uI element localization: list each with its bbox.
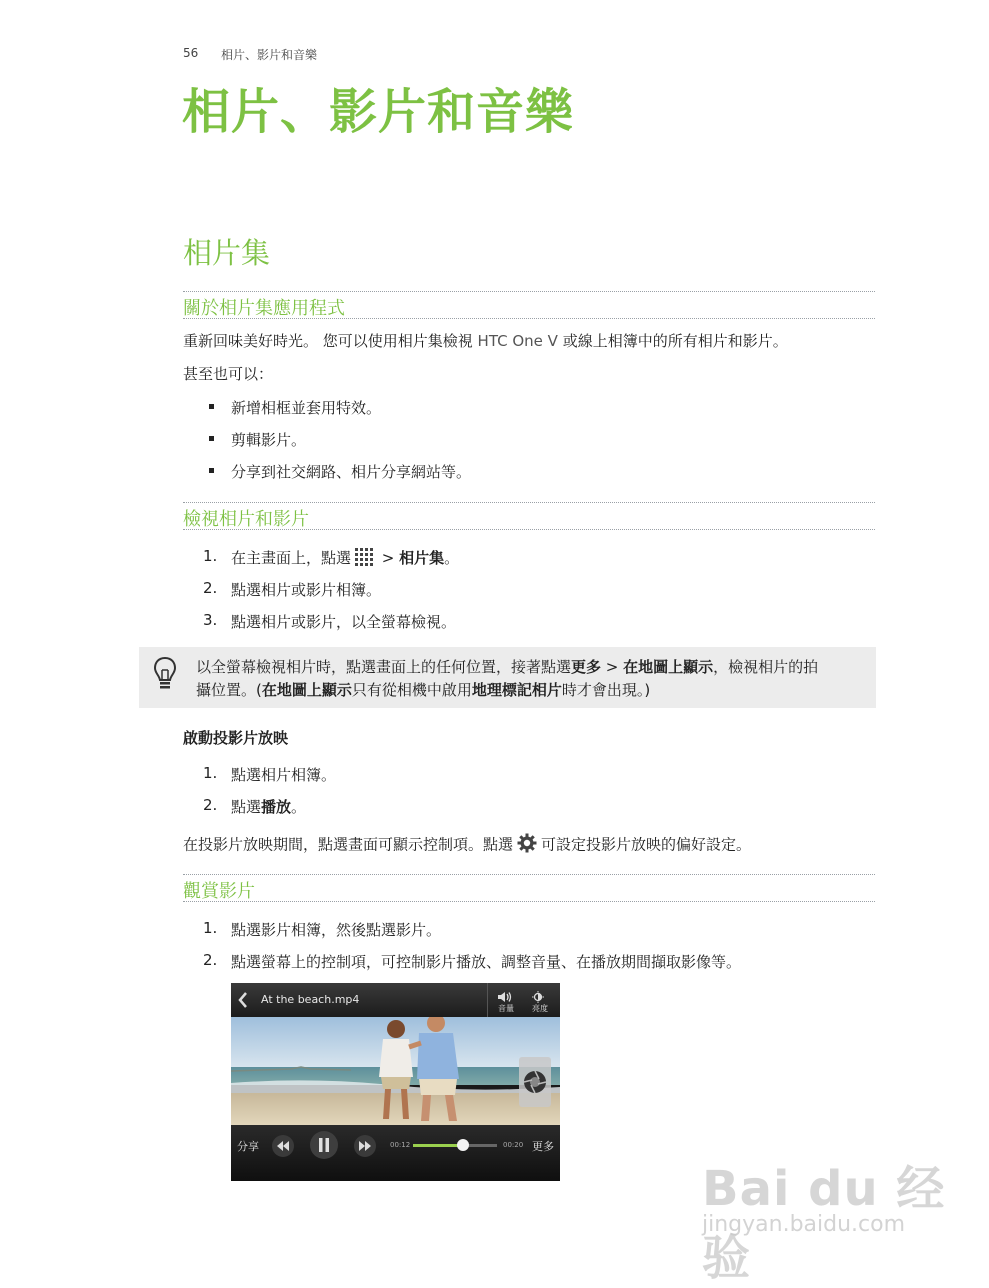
- list-item: 新增相框並套用特效。: [231, 399, 382, 417]
- volume-label: 音量: [498, 1004, 514, 1013]
- player-controls: [231, 1125, 560, 1181]
- subheading-about: 關於相片集應用程式: [183, 291, 875, 319]
- player-top-bar: [231, 983, 560, 1017]
- step-slideshow-2: 點選播放。: [231, 798, 307, 816]
- about-also: 甚至也可以：: [183, 365, 274, 383]
- video-player-screenshot: [231, 983, 560, 1181]
- slideshow-note: 在投影片放映期間，點選畫面可顯示控制項。點選 可設定投影片放映的偏好設定。: [183, 833, 751, 857]
- step-view-3: 點選相片或影片，以全螢幕檢視。: [231, 613, 457, 631]
- step-number: 3.: [203, 611, 218, 629]
- tip-line-1: 以全螢幕檢視相片時，點選畫面上的任何位置，接著點選更多 > 在地圖上顯示，檢視相片的拍: [196, 658, 819, 676]
- step-watch-1: 點選影片相簿，然後點選影片。: [231, 921, 442, 939]
- section-title: 相片集: [183, 236, 271, 270]
- bullet-marker: [209, 468, 214, 473]
- bullet-marker: [209, 404, 214, 409]
- step-number: 1.: [203, 764, 218, 782]
- rewind-icon[interactable]: [271, 1134, 295, 1162]
- list-item: 剪輯影片。: [231, 431, 307, 449]
- step-number: 2.: [203, 579, 218, 597]
- elapsed-time: 00:12: [390, 1141, 411, 1149]
- share-button[interactable]: 分享: [237, 1140, 259, 1153]
- step-view-2: 點選相片或影片相簿。: [231, 581, 382, 599]
- about-intro: 重新回味美好時光。 您可以使用相片集檢視 HTC One V 或線上相簿中的所有相片和影片。: [183, 332, 788, 350]
- bullet-marker: [209, 436, 214, 441]
- back-chevron-icon[interactable]: [237, 992, 249, 1012]
- step-number: 1.: [203, 547, 218, 565]
- step-view-1: 在主畫面上，點選 > 相片集。: [231, 547, 459, 570]
- tip-box: [139, 647, 876, 708]
- page-number: 56: [183, 46, 199, 60]
- subheading-watch: 觀賞影片: [183, 874, 875, 902]
- step-number: 2.: [203, 796, 218, 814]
- progress-fill: [413, 1144, 463, 1147]
- subheading-view: 檢視相片和影片: [183, 502, 875, 530]
- total-time: 00:20: [503, 1141, 524, 1149]
- step-number: 1.: [203, 919, 218, 937]
- brightness-label: 亮度: [532, 1004, 548, 1013]
- running-title: 相片、影片和音樂: [221, 48, 318, 62]
- watermark-url: jingyan.baidu.com: [702, 1212, 906, 1237]
- divider: [487, 983, 488, 1017]
- video-filename: At the beach.mp4: [261, 993, 360, 1006]
- capture-button[interactable]: [519, 1057, 551, 1107]
- chapter-title: 相片、影片和音樂: [182, 84, 575, 140]
- slideshow-heading: 啟動投影片放映: [183, 729, 289, 747]
- pause-icon[interactable]: [309, 1130, 339, 1164]
- video-frame: [231, 1017, 560, 1125]
- tip-line-2: 攝位置。(在地圖上顯示只有從相機中啟用地理標記相片時才會出現。): [196, 681, 651, 699]
- settings-gear-icon: [517, 833, 537, 857]
- more-button[interactable]: 更多: [532, 1140, 554, 1153]
- step-watch-2: 點選螢幕上的控制項，可控制影片播放、調整音量、在播放期間擷取影像等。: [231, 953, 742, 971]
- lightbulb-icon: [153, 656, 177, 696]
- step-number: 2.: [203, 951, 218, 969]
- fast-forward-icon[interactable]: [353, 1134, 377, 1162]
- progress-knob[interactable]: [457, 1139, 469, 1151]
- list-item: 分享到社交網路、相片分享網站等。: [231, 463, 472, 481]
- step-slideshow-1: 點選相片相簿。: [231, 766, 337, 784]
- progress-track[interactable]: [413, 1144, 497, 1147]
- watermark-logo: Bai du 经验: [702, 1161, 946, 1286]
- all-apps-icon: [355, 548, 373, 570]
